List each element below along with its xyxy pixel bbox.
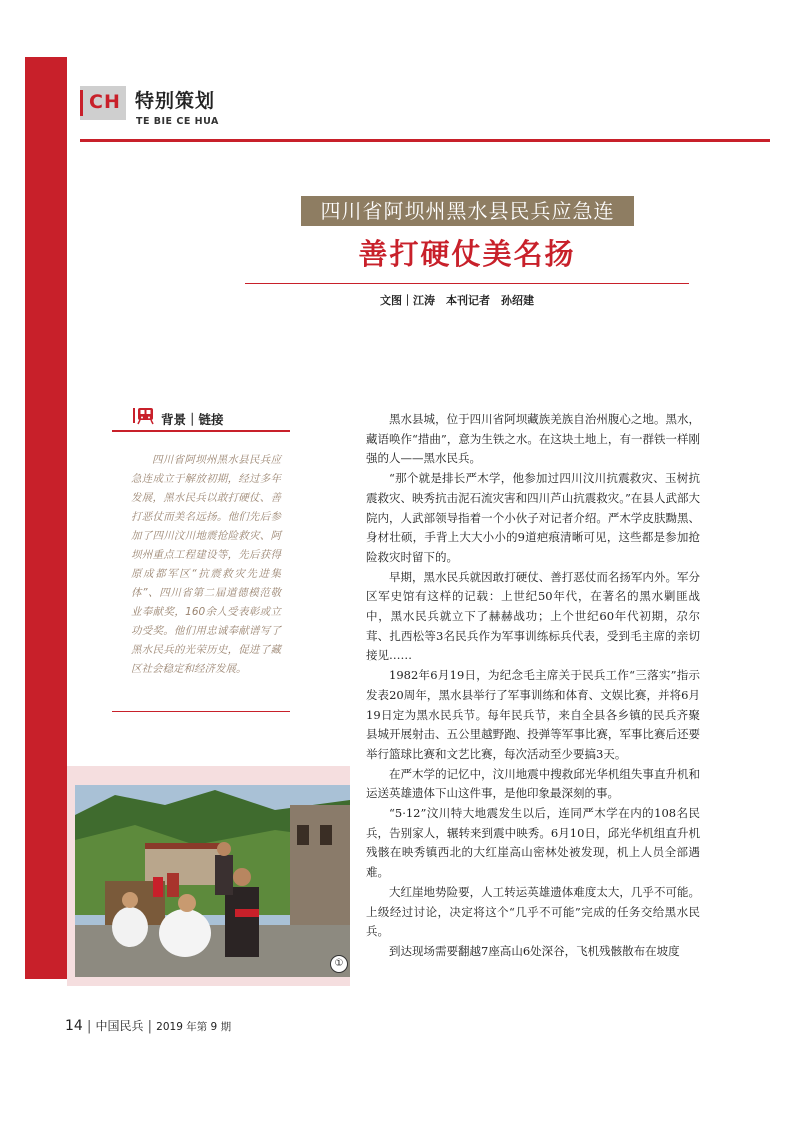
header-divider [80,139,770,142]
decorative-red-strip [25,57,67,979]
section-logo [80,86,126,120]
sidebar-title: 背景｜链接 [161,412,224,427]
section-title: 特别策划 [135,90,216,112]
publication-name: 中国民兵 [95,1019,144,1033]
body-paragraph: “那个就是排长严木学，他参加过四川汶川抗震救灾、玉树抗震救灾、映秀抗击泥石流灾害和四川芦山抗震救灾。”在县人武部大院内，人武部领导指着一个小伙子对记者介绍。严木学皮肤黝黑、身材壮硕，手背上大大小小的9道疤痕清晰可见，这些都是参加抢险救灾时留下的。 [366,471,700,564]
photo-number-badge: ① [330,955,348,973]
page-footer: 14 | 中国民兵 | 2019 年第 9 期 [65,1018,232,1034]
body-paragraph: 早期，黑水民兵就因敢打硬仗、善打恶仗而名扬军内外。军分区军史馆有这样的记载：上世纪50年代，在著名的黑水剿匪战中，黑水民兵就立下了赫赫战功；上个世纪60年代初期，尕尔茸、扎西松等3名民兵作为军事训练标兵代表，受到毛主席的亲切接见…… [366,569,700,663]
page-number: 14 [65,1018,83,1034]
article-title: 善打硬仗美名扬 [358,237,576,271]
section-pinyin: TE BIE CE HUA [136,116,219,127]
body-paragraph: 大红崖地势险要，人工转运英雄遗体难度太大，几乎不可能。上级经过讨论，决定将这个“几乎不可能”完成的任务交给黑水民兵。 [366,884,700,939]
article-subtitle: 四川省阿坝州黑水县民兵应急连 [301,196,634,226]
title-divider [245,283,689,284]
article-body [366,410,700,962]
train-icon [133,407,157,425]
issue-label: 2019 年第 9 期 [156,1021,232,1033]
sidebar-body: 四川省阿坝州黑水县民兵应急连成立于解放初期，经过多年发展，黑水民兵以敢打硬仗、善打恶仗而美名远扬。他们先后参加了四川汶川地震抢险救灾、阿坝州重点工程建设等，先后获得原成都军区“抗震救灾先进集体”、四川省第二届道德模范敬业奉献奖，160余人受表彰或立功受奖。他们用忠诚奉献谱写了黑水民兵的光荣历史，促进了藏区社会稳定和经济发展。 [131,454,281,675]
section-logo-text: CH [89,91,121,113]
body-paragraph: 1982年6月19日，为纪念毛主席关于民兵工作“三落实”指示发表20周年，黑水县举行了军事训练和体育、文娱比赛，并将6月19日定为黑水民兵节。每年民兵节，来自全县各乡镇的民兵齐聚县城开展射击、五公里越野跑、投弹等军事比赛，军事比赛后还要举行篮球比赛和文艺比赛，每次活动至少要搞3天。 [366,668,700,761]
body-paragraph: 在严木学的记忆中，汶川地震中搜救邱光华机组失事直升机和运送英雄遗体下山这件事，是他印象最深刻的事。 [366,766,700,801]
sidebar-divider-top [112,430,290,432]
sidebar-divider-bottom [112,711,290,712]
article-photo [75,785,350,977]
body-paragraph: 到达现场需要翻越7座高山6处深谷，飞机残骸散布在坡度 [389,943,680,958]
article-byline: 文图｜江涛 本刊记者 孙绍建 [380,294,534,307]
body-paragraph: “5·12”汶川特大地震发生以后，连同严木学在内的108名民兵，告别家人，辗转来到震中映秀。6月10日，邱光华机组直升机残骸在映秀镇西北的大红崖高山密林处被发现，机上人员全部遇难。 [366,806,700,880]
body-paragraph: 黑水县城，位于四川省阿坝藏族羌族自治州腹心之地。黑水，藏语唤作“措曲”，意为生铁之水。在这块土地上，有一群铁一样刚强的人——黑水民兵。 [366,412,700,466]
